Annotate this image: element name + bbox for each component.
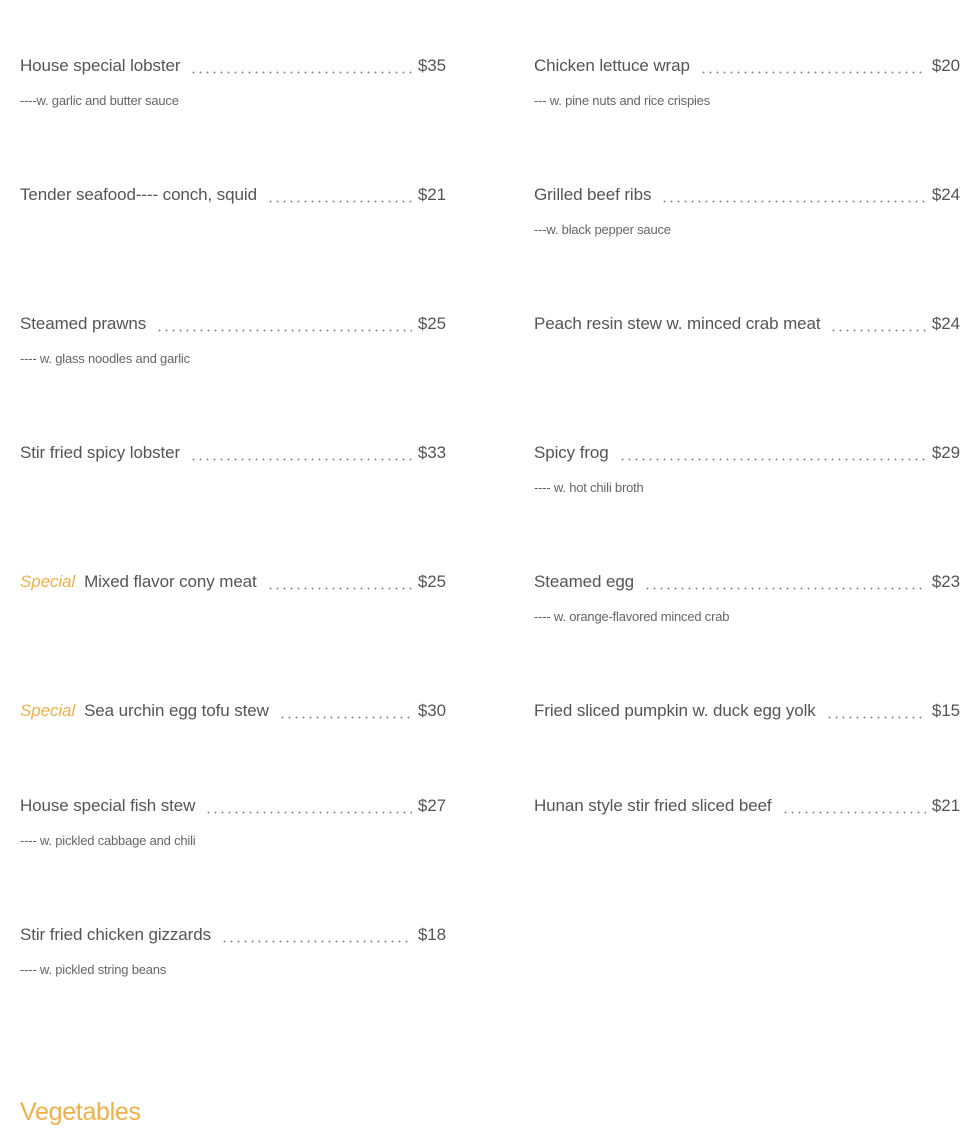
dish-name: Steamed egg xyxy=(534,572,635,591)
dish-name: House special lobster xyxy=(20,56,181,75)
dish-price: $15 xyxy=(931,701,960,720)
section-title-vegetables: Vegetables xyxy=(20,1098,141,1126)
dish-note: ---- w. pickled cabbage and chili xyxy=(20,833,196,848)
dish-name: Hunan style stir fried sliced beef xyxy=(534,796,772,815)
menu-item xyxy=(20,796,446,848)
dish-price: $35 xyxy=(417,56,446,75)
dot-leader xyxy=(205,811,412,814)
dish-price: $25 xyxy=(417,572,446,591)
dot-leader xyxy=(190,458,412,461)
dish-price: $23 xyxy=(931,572,960,591)
dish-name: Spicy frog xyxy=(534,443,609,462)
dish-name: Grilled beef ribs xyxy=(534,185,652,204)
dish-name: Stir fried chicken gizzards xyxy=(20,925,211,944)
dish-note: ---w. black pepper sauce xyxy=(534,222,671,237)
dot-leader xyxy=(279,716,412,719)
dot-leader xyxy=(619,458,926,461)
dot-leader xyxy=(156,329,412,332)
dish-price: $20 xyxy=(931,56,960,75)
dish-price: $21 xyxy=(931,796,960,815)
dish-note: ---- w. orange-flavored minced crab xyxy=(534,609,730,624)
dish-name: Mixed flavor cony meat xyxy=(84,572,257,591)
dish-price: $27 xyxy=(417,796,446,815)
menu-item xyxy=(534,56,960,108)
dish-price: $18 xyxy=(417,925,446,944)
dish-name: Sea urchin egg tofu stew xyxy=(84,701,269,720)
menu-item xyxy=(534,443,960,495)
menu-item xyxy=(534,572,960,624)
dot-leader xyxy=(221,940,412,943)
dish-note: ---- w. glass noodles and garlic xyxy=(20,351,190,366)
menu-item xyxy=(20,185,446,222)
dot-leader xyxy=(644,587,926,590)
dot-leader xyxy=(830,329,925,332)
dish-note: --- w. pine nuts and rice crispies xyxy=(534,93,710,108)
dish-note: ---- w. hot chili broth xyxy=(534,480,644,495)
dish-price: $21 xyxy=(417,185,446,204)
dot-leader xyxy=(267,587,412,590)
dot-leader xyxy=(782,811,926,814)
menu-item xyxy=(20,701,446,738)
dish-name: Steamed prawns xyxy=(20,314,147,333)
dish-name: House special fish stew xyxy=(20,796,196,815)
dot-leader xyxy=(661,200,926,203)
dot-leader xyxy=(826,716,926,719)
dot-leader xyxy=(700,71,926,74)
dish-name: Tender seafood---- conch, squid xyxy=(20,185,257,204)
menu-item xyxy=(534,185,960,237)
dish-price: $24 xyxy=(931,314,960,333)
menu-item xyxy=(20,314,446,366)
dish-price: $30 xyxy=(417,701,446,720)
dish-price: $29 xyxy=(931,443,960,462)
dish-name: Peach resin stew w. minced crab meat xyxy=(534,314,821,333)
dish-note: ----w. garlic and butter sauce xyxy=(20,93,179,108)
menu-item xyxy=(20,572,446,609)
dot-leader xyxy=(267,200,412,203)
menu-item xyxy=(534,701,960,738)
dish-name: Stir fried spicy lobster xyxy=(20,443,181,462)
dot-leader xyxy=(190,71,411,74)
menu-item xyxy=(534,314,960,351)
special-tag: Special xyxy=(20,701,76,720)
dish-price: $25 xyxy=(417,314,446,333)
menu-item xyxy=(20,56,446,108)
menu-item xyxy=(534,796,960,833)
dish-name: Chicken lettuce wrap xyxy=(534,56,690,75)
special-tag: Special xyxy=(20,572,76,591)
menu-item xyxy=(20,925,446,977)
menu-item xyxy=(20,443,446,480)
dish-note: ---- w. pickled string beans xyxy=(20,962,167,977)
dish-name: Fried sliced pumpkin w. duck egg yolk xyxy=(534,701,816,720)
dish-price: $24 xyxy=(931,185,960,204)
dish-price: $33 xyxy=(417,443,446,462)
